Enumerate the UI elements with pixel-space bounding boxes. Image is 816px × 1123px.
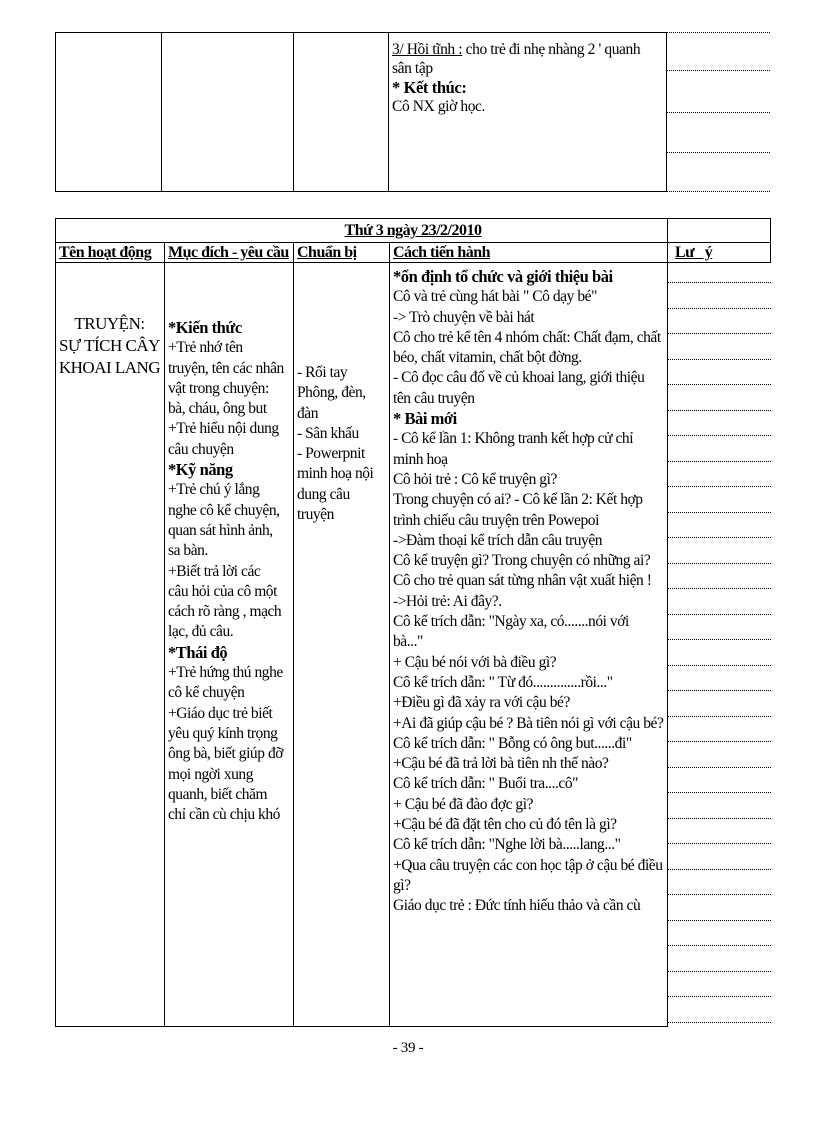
text-line: minh hoạ nội	[297, 465, 374, 483]
text-line: +Trẻ hiểu nội dung	[168, 420, 279, 438]
text-line: +Ai đã giúp cậu bé ? Bà tiên nói gì với cậu bé?	[393, 714, 664, 732]
note-row-line	[667, 32, 770, 33]
text-line: +Điều gì đã xảy ra với cậu bé?	[393, 694, 570, 712]
text-line: béo, chất vitamin, chất bột đờng.	[393, 349, 582, 367]
section-heading: * Bài mới	[393, 409, 457, 429]
text-line: +Trẻ hứng thú nghe	[168, 664, 283, 682]
note-row-line	[668, 690, 771, 691]
note-row-line	[667, 191, 770, 192]
text-line: dung câu	[297, 485, 350, 503]
note-row-line	[668, 282, 771, 283]
text-line: câu hỏi của cô một	[168, 582, 277, 600]
text-line: cách rõ ràng , mạch	[168, 603, 282, 621]
text-line: Giáo dục trẻ : Đức tính hiếu thảo và cần cù	[393, 897, 641, 915]
note-row-line	[667, 112, 770, 113]
text-line: Cô hỏi trẻ : Cô kể truyện gì?	[393, 470, 557, 488]
header-note: Lư ý	[675, 244, 713, 261]
procedure-content	[393, 267, 663, 917]
text-line: truyện, tên các nhân	[168, 359, 284, 377]
text-line: bà..."	[393, 633, 423, 651]
text-line: +Trẻ chú ý lắng	[168, 481, 260, 499]
text-line: quan sát hình ảnh,	[168, 521, 273, 539]
text-line: - Cô đọc câu đố về củ khoai lang, giới thiệu	[393, 369, 645, 387]
column-divider	[293, 32, 294, 192]
content-line: Cô NX giờ học.	[392, 98, 486, 115]
text-line: Cô kể trích dẫn: "Ngày xa, có.......nói với	[393, 613, 629, 631]
text-line: - Powerpnit	[297, 445, 365, 463]
text-line: + Cậu bé nói với bà điều gì?	[393, 653, 557, 671]
note-row-line	[668, 971, 771, 972]
note-row-line	[668, 537, 771, 538]
note-row-line	[668, 818, 771, 819]
page-number: - 39 -	[392, 1040, 424, 1056]
note-row-line	[668, 665, 771, 666]
section-heading: *Kiến thức	[168, 318, 242, 337]
text-line: - Sân khấu	[297, 424, 359, 442]
note-row-line	[668, 945, 771, 946]
text-line: ông bà, biết giúp đỡ	[168, 745, 284, 763]
text-line: trình chiếu câu truyện trên Powepoi	[393, 511, 599, 529]
text-line: Cô kể trích dẫn: " Bỗng có ông but......đi"	[393, 734, 632, 752]
text-line: + Cậu bé đã đào đợc gì?	[393, 795, 534, 813]
activity-line: TRUYỆN:	[74, 314, 145, 333]
text-line: vật trong chuyện:	[168, 379, 269, 397]
text-line: Cô cho trẻ kể tên 4 nhóm chất: Chất đạm, chất	[393, 328, 661, 346]
note-row-line	[668, 486, 771, 487]
header-procedure: Cách tiến hành	[393, 244, 491, 261]
note-row-line	[668, 843, 771, 844]
note-row-line	[668, 716, 771, 717]
text-line: Cô kể trích dẫn: " Buổi tra....cô"	[393, 775, 579, 793]
note-row-line	[668, 461, 771, 462]
lesson-plan-table	[55, 218, 771, 1027]
column-divider	[161, 32, 162, 192]
header-purpose: Mục đích - yêu cầu	[168, 244, 289, 261]
text-line: Cô kể truyện gì? Trong chuyện có những ai?	[393, 552, 651, 570]
text-line: +Biết trả lời các	[168, 562, 261, 580]
note-row-line	[667, 152, 770, 153]
continuation-content	[392, 40, 640, 116]
text-line: Cô và trẻ cùng hát bài " Cô dạy bé"	[393, 288, 597, 306]
text-line: mọi ngời xung	[168, 765, 254, 783]
section-heading: *Kỹ năng	[168, 460, 233, 480]
header-activity: Tên hoạt động	[59, 244, 152, 261]
continuation-table	[55, 32, 770, 192]
title-row-divider	[55, 242, 771, 243]
text-line: gì?	[393, 876, 411, 894]
text-line: Cô kể trích dẫn: "Nghe lời bà.....lang..."	[393, 836, 621, 854]
text-line: +Qua câu truyện các con học tập ở cậu bé điều	[393, 856, 663, 874]
header-preparation: Chuẩn bị	[297, 244, 357, 261]
text-line: quanh, biết chăm	[168, 785, 268, 803]
section-heading: *ổn định tổ chức và giới thiệu bài	[393, 267, 613, 286]
text-line: - Rối tay	[297, 364, 348, 381]
note-row-line	[668, 435, 771, 436]
text-line: truyện	[297, 506, 334, 524]
note-row-line	[668, 920, 771, 921]
purpose-content	[168, 318, 284, 825]
note-row-line	[668, 1022, 771, 1023]
text-line: +Trẻ nhớ tên	[168, 339, 243, 357]
note-row-line	[668, 741, 771, 742]
note-row-line	[668, 308, 771, 309]
note-row-line	[668, 894, 771, 895]
note-row-line	[668, 767, 771, 768]
text-line: Cô kể trích dẫn: " Từ đó..............rồi..."	[393, 673, 613, 691]
text-line: đàn	[297, 404, 319, 422]
text-line: Cô cho trẻ quan sát từng nhân vật xuất hiện !	[393, 572, 652, 590]
text-line: ->Đàm thoại kể trích dẫn câu truyện	[393, 531, 603, 549]
text-line: tên câu truyện	[393, 389, 475, 407]
note-row-line	[668, 588, 771, 589]
text-line: nghe cô kể chuyện,	[168, 501, 280, 519]
preparation-content	[297, 363, 373, 525]
content-line-heading: * Kết thúc:	[392, 78, 467, 97]
text-line: minh hoạ	[393, 450, 448, 468]
column-divider	[389, 242, 390, 1027]
text-line: Phông, đèn,	[297, 384, 366, 402]
text-line: chỉ cần cù chịu khó	[168, 806, 280, 824]
text-line: yêu quý kính trọng	[168, 724, 278, 742]
note-row-line	[668, 563, 771, 564]
activity-name	[55, 313, 164, 379]
table-top-border	[55, 218, 771, 219]
note-row-line	[668, 792, 771, 793]
column-divider	[164, 242, 165, 1027]
text-line: Trong chuyện có ai? - Cô kể lần 2: Kết hợp	[393, 491, 643, 509]
note-row-line	[668, 639, 771, 640]
activity-line: SỰ TÍCH CÂY	[59, 336, 160, 355]
note-row-line	[668, 410, 771, 411]
column-divider	[388, 32, 389, 192]
note-row-line	[668, 512, 771, 513]
text-line: -> Trò chuyện về bài hát	[393, 308, 535, 326]
note-row-line	[668, 614, 771, 615]
text-line: - Cô kể lần 1: Không tranh kết hợp cử chỉ	[393, 430, 634, 448]
text-line: +Cậu bé đã đặt tên cho củ đó tên là gì?	[393, 816, 617, 834]
day-title: Thứ 3 ngày 23/2/2010	[344, 222, 482, 239]
header-row-divider	[55, 262, 771, 263]
text-line: lạc, đủ câu.	[168, 623, 234, 641]
section-heading: *Thái độ	[168, 642, 228, 662]
content-line: 3/ Hồi tĩnh : cho trẻ đi nhẹ nhàng 2 ' quanh	[392, 41, 641, 58]
note-row-line	[668, 869, 771, 870]
note-row-line	[668, 359, 771, 360]
text-line: câu chuyện	[168, 440, 234, 458]
text-line: +Cậu bé đã trả lời bà tiên nh thế nào?	[393, 755, 609, 773]
text-line: cô kể chuyện	[168, 684, 245, 702]
note-row-line	[668, 996, 771, 997]
text-line: ->Hỏi trẻ: Ai đây?.	[393, 592, 502, 610]
activity-line: KHOAI LANG	[58, 358, 161, 377]
text-line: bà, cháu, ông but	[168, 400, 267, 418]
text-line: sa bàn.	[168, 542, 208, 560]
column-divider	[293, 242, 294, 1027]
note-row-line	[667, 70, 770, 71]
note-row-line	[668, 333, 771, 334]
note-row-line	[668, 384, 771, 385]
content-line: sân tập	[392, 60, 433, 77]
text-line: +Giáo dục trẻ biết	[168, 704, 273, 722]
